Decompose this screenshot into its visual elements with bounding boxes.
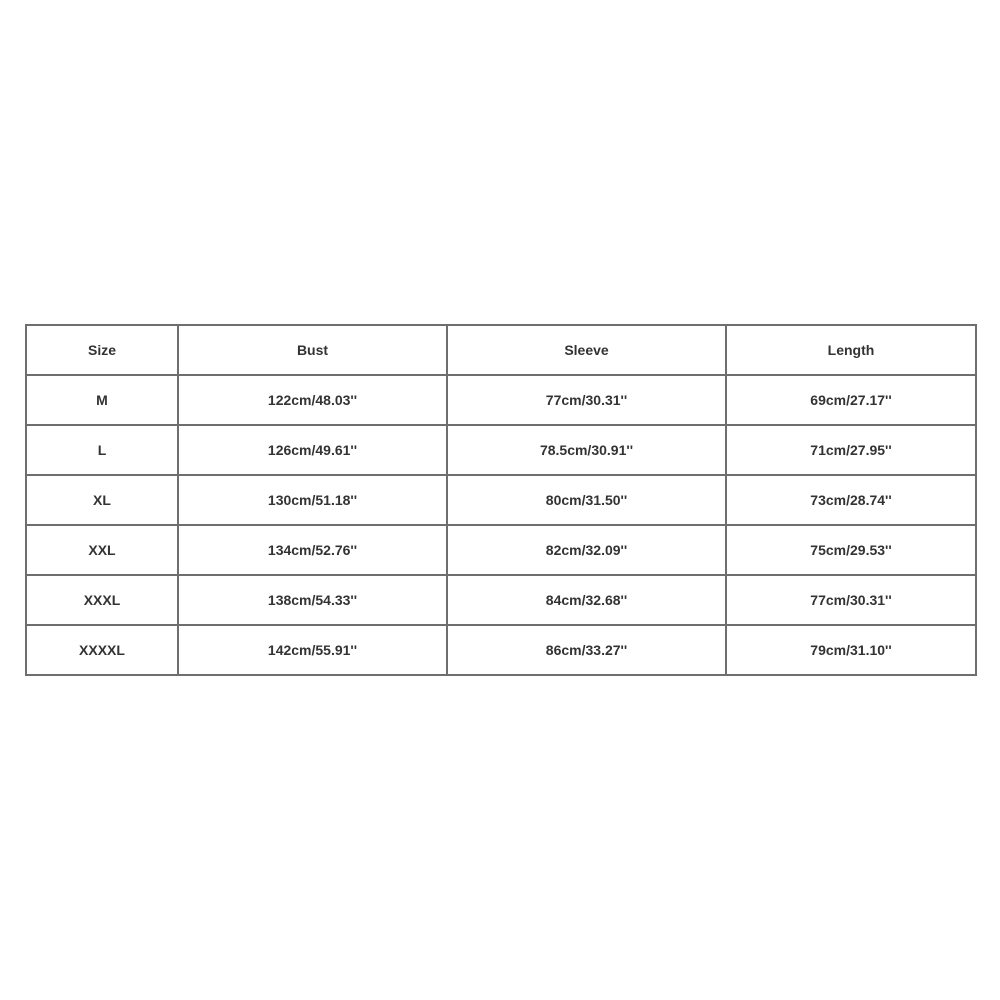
- cell-bust: 130cm/51.18'': [178, 475, 447, 525]
- header-length: Length: [726, 325, 976, 375]
- cell-sleeve: 77cm/30.31'': [447, 375, 726, 425]
- cell-size: L: [26, 425, 178, 475]
- cell-length: 69cm/27.17'': [726, 375, 976, 425]
- cell-size: XXXL: [26, 575, 178, 625]
- cell-bust: 126cm/49.61'': [178, 425, 447, 475]
- header-sleeve: Sleeve: [447, 325, 726, 375]
- cell-bust: 122cm/48.03'': [178, 375, 447, 425]
- table-row: [26, 625, 976, 675]
- cell-bust: 142cm/55.91'': [178, 625, 447, 675]
- cell-sleeve: 86cm/33.27'': [447, 625, 726, 675]
- cell-size: M: [26, 375, 178, 425]
- cell-length: 75cm/29.53'': [726, 525, 976, 575]
- table-row: [26, 475, 976, 525]
- cell-sleeve: 82cm/32.09'': [447, 525, 726, 575]
- cell-size: XXL: [26, 525, 178, 575]
- cell-sleeve: 84cm/32.68'': [447, 575, 726, 625]
- cell-sleeve: 78.5cm/30.91'': [447, 425, 726, 475]
- table-row: [26, 575, 976, 625]
- header-size: Size: [26, 325, 178, 375]
- cell-size: XXXXL: [26, 625, 178, 675]
- size-chart-table: [25, 324, 977, 676]
- cell-bust: 138cm/54.33'': [178, 575, 447, 625]
- cell-length: 71cm/27.95'': [726, 425, 976, 475]
- cell-length: 73cm/28.74'': [726, 475, 976, 525]
- cell-size: XL: [26, 475, 178, 525]
- table-row: [26, 375, 976, 425]
- cell-length: 77cm/30.31'': [726, 575, 976, 625]
- table-row: [26, 525, 976, 575]
- cell-bust: 134cm/52.76'': [178, 525, 447, 575]
- table-row: [26, 425, 976, 475]
- cell-length: 79cm/31.10'': [726, 625, 976, 675]
- table-header-row: [26, 325, 976, 375]
- header-bust: Bust: [178, 325, 447, 375]
- cell-sleeve: 80cm/31.50'': [447, 475, 726, 525]
